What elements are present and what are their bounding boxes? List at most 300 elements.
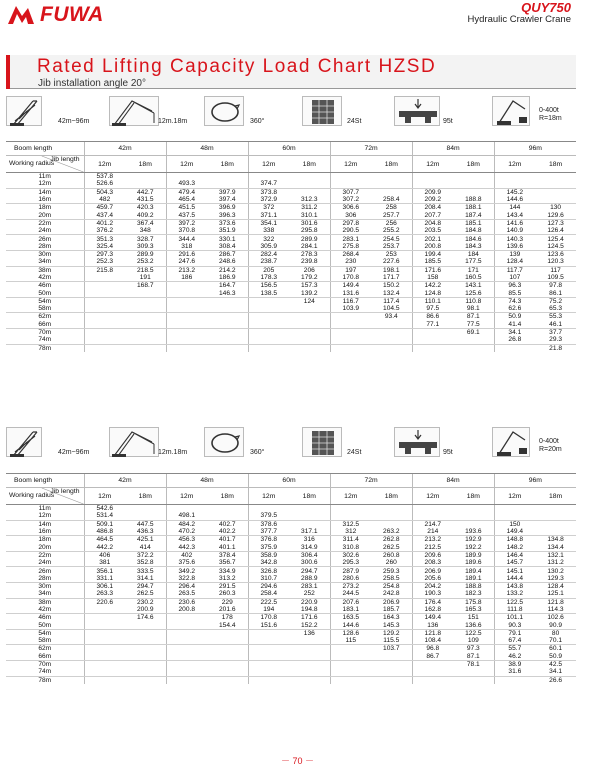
capacity-cell: 493.3 [166,180,207,188]
capacity-cell [84,637,125,645]
capacity-cell: 465.4 [166,196,207,204]
jib-length-12m: 12m [412,156,453,173]
ballast-label: 95t [443,118,453,125]
capacity-cell: 144 [494,204,535,212]
radius-cell: 66m [6,653,84,661]
capacity-cell: 307.2 [330,196,371,204]
model-subtitle: Hydraulic Crawler Crane [467,14,571,25]
capacity-cell: 144.4 [494,575,535,583]
capacity-cell: 97.8 [549,282,562,290]
capacity-cell: 206 [303,266,315,274]
capacity-cell [207,313,248,321]
capacity-cell [207,173,248,181]
capacity-cell: 253 [385,251,397,259]
radius-cell: 70m [38,661,52,669]
capacity-cell [166,297,207,305]
capacity-cell: 170.8 [248,614,289,622]
capacity-cell [289,313,330,321]
capacity-cell: 263.2 [371,528,412,536]
radius-cell: 74m [6,336,84,344]
capacity-cell: 213.2 [412,536,453,544]
table-row [6,551,576,559]
table-row [6,505,576,513]
capacity-cell [412,173,453,181]
capacity-cell: 189.6 [453,559,494,567]
capacity-cell: 136 [412,621,453,629]
capacity-cell [248,173,289,181]
capacity-cell: 262.8 [383,536,400,544]
radius-cell: 30m [38,251,52,259]
capacity-cell [166,668,207,676]
capacity-cell [207,668,248,676]
capacity-cell: 297.8 [330,219,371,227]
capacity-cell [371,512,412,520]
capacity-cell: 140.3 [494,235,535,243]
capacity-cell: 192.2 [453,543,494,551]
capacity-cell: 31.6 [494,668,535,676]
capacity-cell: 302.6 [330,551,371,559]
capacity-cell: 309.3 [125,243,166,251]
boom-length-header-row [6,142,576,156]
radius-cell: 11m [38,173,51,181]
capacity-cell [289,660,330,668]
capacity-cell: 67.4 [494,637,535,645]
capacity-cell: 157.3 [301,282,318,290]
capacity-cell: 442.7 [137,188,154,196]
capacity-cell: 162.8 [412,606,453,614]
table-row [6,250,576,258]
radius-cell: 34m [6,258,84,266]
radius-cell: 28m [6,575,84,583]
capacity-cell: 124 [303,297,315,305]
capacity-cell: 38.9 [494,660,535,668]
boom-length-42m: 42m [84,142,166,156]
capacity-cell: 185.5 [412,258,453,266]
jib-length-18m: 18m [453,156,494,173]
capacity-cell: 333.5 [137,567,154,575]
capacity-cell [207,645,248,653]
boom-length-84m: 84m [412,474,494,488]
capacity-cell: 206.9 [383,598,400,606]
capacity-cell: 136.6 [453,621,494,629]
capacity-cell [125,653,166,661]
capacity-cell: 148.8 [494,536,535,544]
capacity-cell [289,321,330,329]
capacity-cell: 378.4 [219,551,236,559]
capacity-cell [125,645,166,653]
jib-length-12m: 12m [494,488,535,505]
capacity-cell [84,629,125,637]
capacity-cell: 152.2 [289,621,330,629]
capacity-cell: 295.8 [289,227,330,235]
capacity-cell [166,676,207,684]
table-row [6,629,576,637]
radius-cell: 74m [6,668,84,676]
table-row [6,266,576,274]
capacity-cell: 259.3 [383,567,400,575]
capacity-cell: 125.6 [453,289,494,297]
capacity-cell: 192.9 [465,536,482,544]
radius-cell: 54m [38,297,52,305]
capacity-cell: 414 [125,543,166,551]
capacity-cell: 482 [84,196,125,204]
capacity-cell: 397.9 [219,188,236,196]
capacity-cell [207,336,248,344]
capacity-cell [412,676,453,684]
capacity-cell [330,645,371,653]
capacity-cell: 86.7 [412,653,453,661]
capacity-cell [125,305,166,313]
capacity-cell: 537.8 [84,173,125,181]
fuwa-logo [6,3,104,27]
capacity-cell: 163.5 [330,614,371,622]
capacity-cell: 41.4 [494,321,535,329]
capacity-cell [125,173,166,181]
capacity-cell [84,645,125,653]
capacity-cell [453,180,494,188]
capacity-cell [84,653,125,661]
capacity-cell: 148.2 [494,543,535,551]
capacity-cell: 142.2 [412,282,453,290]
capacity-cell [207,660,248,668]
capacity-cell [248,505,289,513]
radius-cell: 26m [38,235,52,243]
capacity-cell: 262.5 [371,543,412,551]
capacity-cell: 115 [330,637,371,645]
jib-length-18m: 18m [125,156,166,173]
capacity-cell: 117 [550,266,561,274]
capacity-cell [207,512,248,520]
radius-cell: 66m [6,321,84,329]
capacity-cell: 311.4 [330,536,371,544]
jib-length-18m: 18m [453,488,494,505]
radius-cell: 58m [6,637,84,645]
capacity-cell: 121.8 [547,598,564,606]
capacity-cell: 207.7 [412,211,453,219]
table-row [6,637,576,645]
capacity-cell: 154.4 [207,621,248,629]
capacity-cell: 273.2 [330,582,371,590]
boom-jib-icon [109,427,159,457]
radius-cell: 26m [38,567,52,575]
capacity-cell [494,180,535,188]
boom-length-header-row [6,474,576,488]
capacity-cell: 62.6 [494,305,535,313]
radius-cell: 14m [38,188,52,196]
capacity-cell: 367.4 [137,219,154,227]
capacity-cell: 479.4 [166,188,207,196]
capacity-cell: 150 [494,520,535,528]
table-row [6,543,576,551]
capacity-cell [166,282,207,290]
capacity-cell [371,321,412,329]
capacity-cell [535,512,576,520]
capacity-cell: 143.8 [494,582,535,590]
swing-label: 360° [250,449,265,456]
capacity-cell [289,645,330,653]
capacity-cell: 209.9 [412,188,453,196]
capacity-cell [453,676,494,684]
capacity-cell: 253.2 [125,258,166,266]
capacity-cell [289,305,330,313]
boom-lattice-icon [6,96,42,126]
radius-cell: 78m [38,344,52,352]
table-row [6,621,576,629]
capacity-cell [207,676,248,684]
boom-length-96m: 96m [494,142,576,156]
capacity-cell: 139 [494,250,535,258]
capacity-cell: 287.9 [330,567,371,575]
capacity-cell: 401.2 [84,219,125,227]
boom-range-label: 42m~96m [58,118,90,125]
capacity-cell [330,328,371,336]
capacity-cell: 197 [330,266,371,274]
capacity-cell: 93.4 [384,313,398,321]
capacity-cell [84,676,125,684]
title-bar [6,55,576,89]
capacity-cell: 194 [248,606,289,614]
page-number: － 70 － [280,756,314,766]
capacity-cell: 183.1 [330,606,371,614]
capacity-cell: 401.1 [207,543,248,551]
capacity-cell: 26.6 [549,676,562,684]
radius-cell: 50m [6,621,84,629]
capacity-cell: 184.3 [453,243,494,251]
boom-range-label: 42m~96m [58,449,90,456]
capacity-cell [330,512,371,520]
table-row [6,227,576,235]
capacity-cell: 252.3 [84,258,125,266]
capacity-cell: 247.6 [166,258,207,266]
table-row [6,645,576,653]
capacity-cell [535,188,576,196]
capacity-cell: 208.3 [412,559,453,567]
boom-length-84m: 84m [412,142,494,156]
table-row [6,282,576,290]
radius-cell: 28m [6,243,84,251]
capacity-cell [125,660,166,668]
table-row [6,305,576,313]
capacity-cell [84,305,125,313]
capacity-cell: 202.1 [412,235,453,243]
working-radius-header [6,156,84,173]
capacity-cell: 198.1 [383,266,400,274]
capacity-cell [535,180,576,188]
capacity-cell: 133.2 [494,590,535,598]
capacity-cell [207,653,248,661]
capacity-cell: 406 [84,551,125,559]
table-row [6,512,576,520]
capacity-cell: 447.5 [137,520,154,528]
capacity-cell: 379.5 [248,512,289,520]
capacity-cell: 101.1 [494,614,535,622]
radius-cell: 54m [38,629,52,637]
capacity-cell: 437.4 [84,211,125,219]
ring-capacity-label: 0-400t [539,107,559,114]
capacity-cell [371,344,412,352]
capacity-cell: 372 [248,204,289,212]
capacity-cell: 74.3 [494,297,535,305]
jib-length-12m: 12m [248,156,289,173]
jib-length-12m: 12m [166,156,207,173]
capacity-cell [84,289,125,297]
capacity-cell: 108.4 [412,637,453,645]
table-row [6,598,576,606]
radius-cell: 24m [6,227,84,235]
capacity-cell [371,328,412,336]
capacity-cell: 188.1 [465,204,482,212]
capacity-cell: 185.7 [371,606,412,614]
capacity-cell: 330.1 [219,235,236,243]
capacity-cell [412,336,453,344]
capacity-cell: 127.3 [547,219,564,227]
capacity-cell [125,297,166,305]
capacity-cell: 199.4 [412,250,453,258]
radius-cell: 78m [38,676,52,684]
table-row [6,590,576,598]
capacity-cell: 262.5 [125,590,166,598]
capacity-cell: 200.8 [166,606,207,614]
capacity-cell [166,289,207,297]
capacity-cell [166,344,207,352]
capacity-cell [453,336,494,344]
capacity-cell [248,653,289,661]
radius-cell: 20m [6,543,84,551]
capacity-cell: 504.3 [84,188,125,196]
capacity-cell [371,520,412,528]
capacity-cell: 75.2 [549,297,562,305]
capacity-cell: 194.8 [289,606,330,614]
capacity-cell [412,180,453,188]
capacity-cell: 193.6 [453,528,494,536]
capacity-cell [330,173,371,181]
jib-length-label: Jib length [50,156,80,163]
capacity-cell: 291.6 [166,250,207,258]
capacity-cell [248,645,289,653]
capacity-cell: 85.5 [494,289,535,297]
capacity-cell: 21.8 [549,344,562,352]
capacity-cell: 128.4 [494,258,535,266]
capacity-cell [371,173,412,181]
capacity-cell: 220.6 [84,598,125,606]
capacity-cell: 125.4 [547,235,564,243]
capacity-cell: 189.9 [465,551,482,559]
capacity-cell [166,660,207,668]
capacity-cell [371,180,412,188]
capacity-cell: 338 [248,227,289,235]
capacity-cell: 151 [467,614,479,622]
boom-length-72m: 72m [330,474,412,488]
capacity-cell: 289.9 [301,235,318,243]
capacity-cell: 134.8 [547,536,564,544]
capacity-cell: 255.2 [371,227,412,235]
capacity-cell: 283.1 [301,583,318,591]
table-row [6,243,576,251]
capacity-cell: 171 [467,266,479,274]
capacity-cell [535,520,576,528]
capacity-cell: 351.3 [84,235,125,243]
capacity-cell: 317.1 [289,528,330,536]
capacity-cell [330,676,371,684]
capacity-cell [248,344,289,352]
capacity-cell: 239.8 [289,258,330,266]
capacity-cell: 78.1 [466,661,480,669]
capacity-cell: 177.5 [453,258,494,266]
capacity-cell [166,328,207,336]
capacity-cell [535,173,576,181]
capacity-cell: 296.4 [166,582,207,590]
capacity-cell [248,321,289,329]
capacity-cell [494,512,535,520]
capacity-cell: 151.6 [248,621,289,629]
capacity-cell: 374.7 [248,180,289,188]
capacity-cell: 109 [453,637,494,645]
capacity-cell: 334.9 [219,567,236,575]
capacity-cell: 90.3 [494,621,535,629]
capacity-cell [166,653,207,661]
capacity-cell: 258.4 [248,590,289,598]
capacity-cell [371,653,412,661]
capacity-cell: 115.5 [371,637,412,645]
jib-range-label: 12m.18m [158,449,188,456]
ring-radius-label: R=18m [539,115,562,122]
table-row [6,336,576,344]
capacity-cell: 214 [412,528,453,536]
radius-cell: 34m [6,590,84,598]
capacity-cell: 381 [84,559,125,567]
jib-length-18m: 18m [207,156,248,173]
table-row [6,204,576,212]
capacity-cell: 526.6 [84,180,125,188]
capacity-cell: 316 [303,536,315,544]
capacity-cell: 378.6 [248,520,289,528]
radius-cell: 16m [6,528,84,536]
capacity-cell: 190.3 [412,590,453,598]
capacity-cell: 509.1 [84,520,125,528]
capacity-cell [453,668,494,676]
capacity-cell: 104.5 [371,305,412,313]
table-row [6,668,576,676]
radius-cell: 30m [38,583,52,591]
capacity-cell [207,344,248,352]
jib-length-18m: 18m [289,488,330,505]
capacity-cell [125,668,166,676]
jib-length-header-row [6,156,576,173]
capacity-cell: 305.9 [248,243,289,251]
capacity-cell [535,505,576,513]
capacity-cell [125,336,166,344]
jib-length-header-row [6,488,576,505]
capacity-cell: 124.8 [412,289,453,297]
capacity-cell [248,668,289,676]
capacity-cell [412,505,453,513]
capacity-cell: 282.4 [248,250,289,258]
capacity-cell: 204.2 [412,582,453,590]
capacity-cell: 171.7 [371,274,412,282]
capacity-cell: 138.5 [248,289,289,297]
capacity-cell: 212.5 [412,543,453,551]
capacity-cell [494,344,535,352]
capacity-cell [166,173,207,181]
capacity-cell: 209.6 [412,551,453,559]
capacity-cell [84,336,125,344]
capacity-cell [412,668,453,676]
swing-label: 360° [250,118,265,125]
capacity-cell: 456.3 [166,536,207,544]
capacity-cell: 289.9 [137,251,154,259]
capacity-cell: 222.5 [248,598,289,606]
table-row [6,196,576,204]
